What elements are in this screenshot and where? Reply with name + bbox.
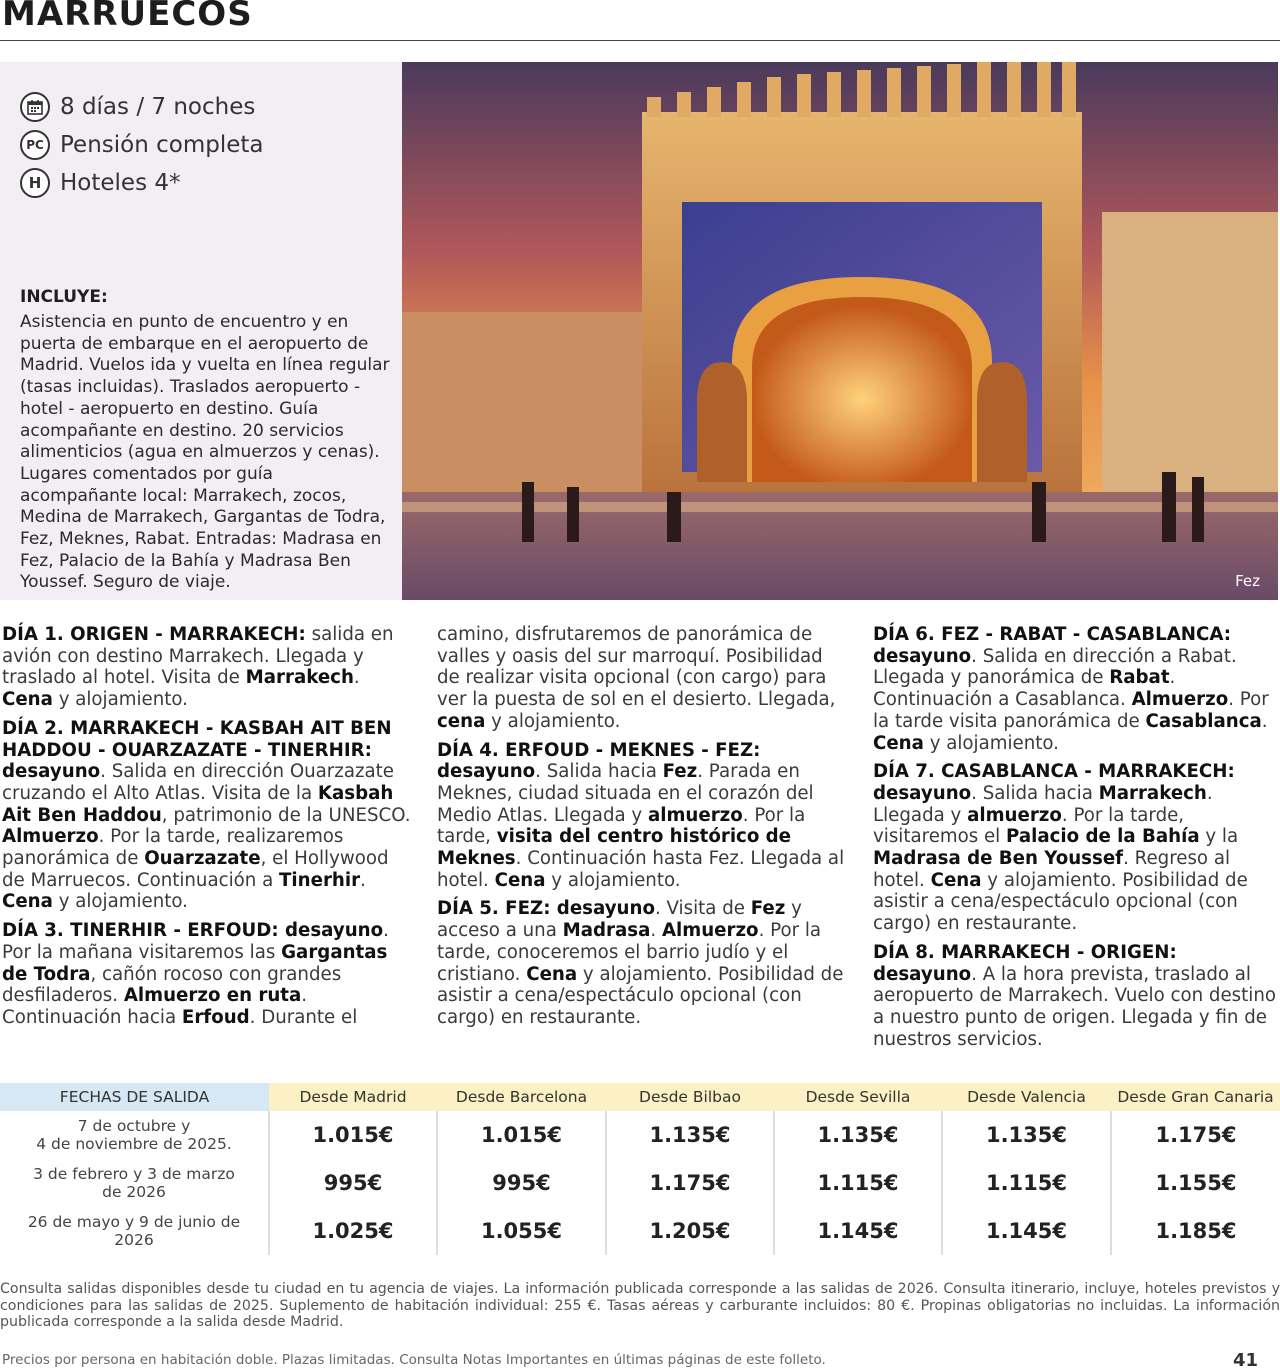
hotel-icon: H: [20, 168, 50, 198]
day-description: desayuno. Salida en dirección a Rabat. Llegada y panorámica de Rabat. Continuación a Casablanca. Almuerzo. Por la tarde visita panorámica de Casablanca. Cena y alojamiento.: [873, 645, 1269, 754]
itinerary-day: [2, 718, 412, 913]
day-description: desayuno. Salida en dirección Ouarzazate cruzando el Alto Atlas. Visita de la Kasbah Ait Ben Haddou, patrimonio de la UNESCO. Almuerzo. Por la tarde, realizaremos panorámica de Ouarzazate, el Hollywood de Marruecos. Continuación a Tinerhir. Cena y alojamiento.: [2, 761, 411, 913]
board-row: [20, 130, 264, 160]
day-description: desayuno. A la hora prevista, traslado al aeropuerto de Marrakech. Vuelo con destino a nuestro punto de origen. Llegada y fin de nuestros servicios.: [873, 963, 1276, 1050]
hotel-row: [20, 168, 181, 198]
itinerary-day: [437, 624, 847, 733]
day-description: . Por la mañana visitaremos las Gargantas de Todra, cañón rocoso con grandes desfiladeros. Almuerzo en ruta. Continuación hacia Erfoud. Durante el: [2, 920, 389, 1028]
trip-info-panel: [0, 62, 402, 600]
duration-text: 8 días / 7 noches: [60, 94, 256, 120]
city-header: Desde Sevilla: [774, 1083, 942, 1111]
price-cell: 1.205€: [606, 1207, 774, 1255]
day-title: DÍA 5. FEZ: desayuno: [437, 898, 655, 920]
title-divider: [0, 40, 1280, 41]
day-title: DÍA 8. MARRAKECH - ORIGEN:: [873, 941, 1177, 963]
day-description: desayuno. Salida hacia Fez. Parada en Meknes, ciudad situada en el corazón del Medio Atlas. Llegada y almuerzo. Por la tarde, visita del centro histórico de Meknes. Continuación hasta Fez. Llegada al hotel. Cena y alojamiento.: [437, 761, 845, 891]
itinerary-day: [437, 740, 847, 892]
price-cell: 1.015€: [437, 1111, 606, 1159]
page-number: 41: [1232, 1350, 1258, 1371]
includes-text: Asistencia en punto de encuentro y en puerta de embarque en el aeropuerto de Madrid. Vuelos ida y vuelta en línea regular (tasas incluidas). Traslados aeropuerto - hotel - aeropuerto en destino. Guía acompañante en destino. 20 servicios alimenticios (agua en almuerzos y cenas). Lugares comentados por guía acompañante local: Marrakech, zocos, Medina de Marrakech, Gargantas de Todra, Fez, Meknes, Rabat. Entradas: Madrasa en Fez, Palacio de la Bahía y Madrasa Ben Youssef. Seguro de viaje.: [20, 312, 390, 593]
departure-dates: 26 de mayo y 9 de junio de 2026: [27, 1213, 241, 1249]
pension-completa-icon: PC: [20, 130, 50, 160]
price-cell: 1.145€: [774, 1207, 942, 1255]
day-title: DÍA 2. MARRAKECH - KASBAH AIT BEN HADDOU - OUARZAZATE - TINERHIR:: [2, 717, 392, 761]
calendar-icon: [20, 92, 50, 122]
table-row: [0, 1159, 1280, 1207]
itinerary-day: [873, 624, 1280, 754]
itinerary-day: [2, 920, 412, 1029]
price-cell: 1.115€: [942, 1159, 1111, 1207]
table-row: [0, 1111, 1280, 1159]
photo-caption: Fez: [1235, 572, 1260, 590]
itinerary-day: [437, 898, 847, 1028]
day-description: salida en avión con destino Marrakech. Llegada y traslado al hotel. Visita de Marrakech. Cena y alojamiento.: [2, 624, 394, 711]
footer-notes: Consulta salidas disponibles desde tu ciudad en tu agencia de viajes. La información publicada corresponde a las salidas de 2026. Consulta itinerario, incluye, hoteles previstos y condiciones para las salidas de 2025. Suplemento de habitación individual: 255 €. Tasas aéreas y carburante incluidos: 80 €. Propinas obligatorias no incluidas. La información publicada corresponde a la salida desde Madrid.: [0, 1281, 1280, 1330]
hotel-text: Hoteles 4*: [60, 170, 181, 196]
price-cell: 1.175€: [606, 1159, 774, 1207]
day-description: camino, disfrutaremos de panorámica de valles y oasis del sur marroquí. Posibilidad de realizar visita opcional (con cargo) para ver la puesta de sol en el desierto. Llegada, cena y alojamiento.: [437, 624, 836, 732]
price-cell: 1.185€: [1111, 1207, 1280, 1255]
page-title: MARRUECOS: [2, 0, 253, 34]
day-title: DÍA 1. ORIGEN - MARRAKECH:: [2, 624, 306, 645]
city-header: Desde Barcelona: [437, 1083, 606, 1111]
price-table: [0, 1083, 1280, 1255]
day-title: DÍA 7. CASABLANCA - MARRAKECH:: [873, 761, 1235, 783]
itinerary-day: [873, 761, 1280, 935]
board-text: Pensión completa: [60, 132, 264, 158]
price-table-header: [0, 1083, 1280, 1111]
itinerary-column-2: [437, 624, 847, 1036]
table-row: [0, 1207, 1280, 1255]
itinerary-column-3: [873, 624, 1280, 1057]
day-title: DÍA 6. FEZ - RABAT - CASABLANCA:: [873, 624, 1232, 645]
city-header: Desde Gran Canaria: [1111, 1083, 1280, 1111]
price-cell: 1.115€: [774, 1159, 942, 1207]
itinerary-day: [2, 624, 412, 711]
footer-disclaimer: Precios por persona en habitación doble. Plazas limitadas. Consulta Notas Importantes en últimas páginas de este folleto.: [2, 1352, 826, 1368]
day-title: DÍA 4. ERFOUD - MEKNES - FEZ:: [437, 739, 761, 761]
city-header: Desde Bilbao: [606, 1083, 774, 1111]
departure-dates: 7 de octubre y 4 de noviembre de 2025.: [36, 1117, 232, 1153]
includes-heading: INCLUYE:: [20, 287, 108, 307]
price-cell: 1.135€: [942, 1111, 1111, 1159]
duration-row: [20, 92, 255, 122]
price-cell: 1.135€: [774, 1111, 942, 1159]
day-description: desayuno. Salida hacia Marrakech. Llegada y almuerzo. Por la tarde, visitaremos el Palacio de la Bahía y la Madrasa de Ben Youssef. Regreso al hotel. Cena y alojamiento. Posibilidad de asistir a cena/espectáculo opcional (con cargo) en restaurante.: [873, 782, 1248, 935]
price-cell: 995€: [269, 1159, 437, 1207]
day-description: . Visita de Fez y acceso a una Madrasa. Almuerzo. Por la tarde, conoceremos el barrio judío y el cristiano. Cena y alojamiento. Posibilidad de asistir a cena/espectáculo opcional (con cargo) en restaurante.: [437, 898, 844, 1028]
departure-dates: 3 de febrero y 3 de marzo de 2026: [33, 1165, 235, 1201]
itinerary-day: [873, 942, 1280, 1051]
city-header: Desde Madrid: [269, 1083, 437, 1111]
price-cell: 995€: [437, 1159, 606, 1207]
departure-dates-header: FECHAS DE SALIDA: [0, 1083, 269, 1111]
price-cell: 1.135€: [606, 1111, 774, 1159]
price-cell: 1.145€: [942, 1207, 1111, 1255]
day-title: DÍA 3. TINERHIR - ERFOUD: desayuno: [2, 920, 384, 942]
price-cell: 1.025€: [269, 1207, 437, 1255]
itinerary-column-1: [2, 624, 412, 1036]
price-cell: 1.175€: [1111, 1111, 1280, 1159]
price-cell: 1.155€: [1111, 1159, 1280, 1207]
fez-gate-photo: [402, 62, 1278, 600]
price-cell: 1.015€: [269, 1111, 437, 1159]
city-header: Desde Valencia: [942, 1083, 1111, 1111]
price-cell: 1.055€: [437, 1207, 606, 1255]
